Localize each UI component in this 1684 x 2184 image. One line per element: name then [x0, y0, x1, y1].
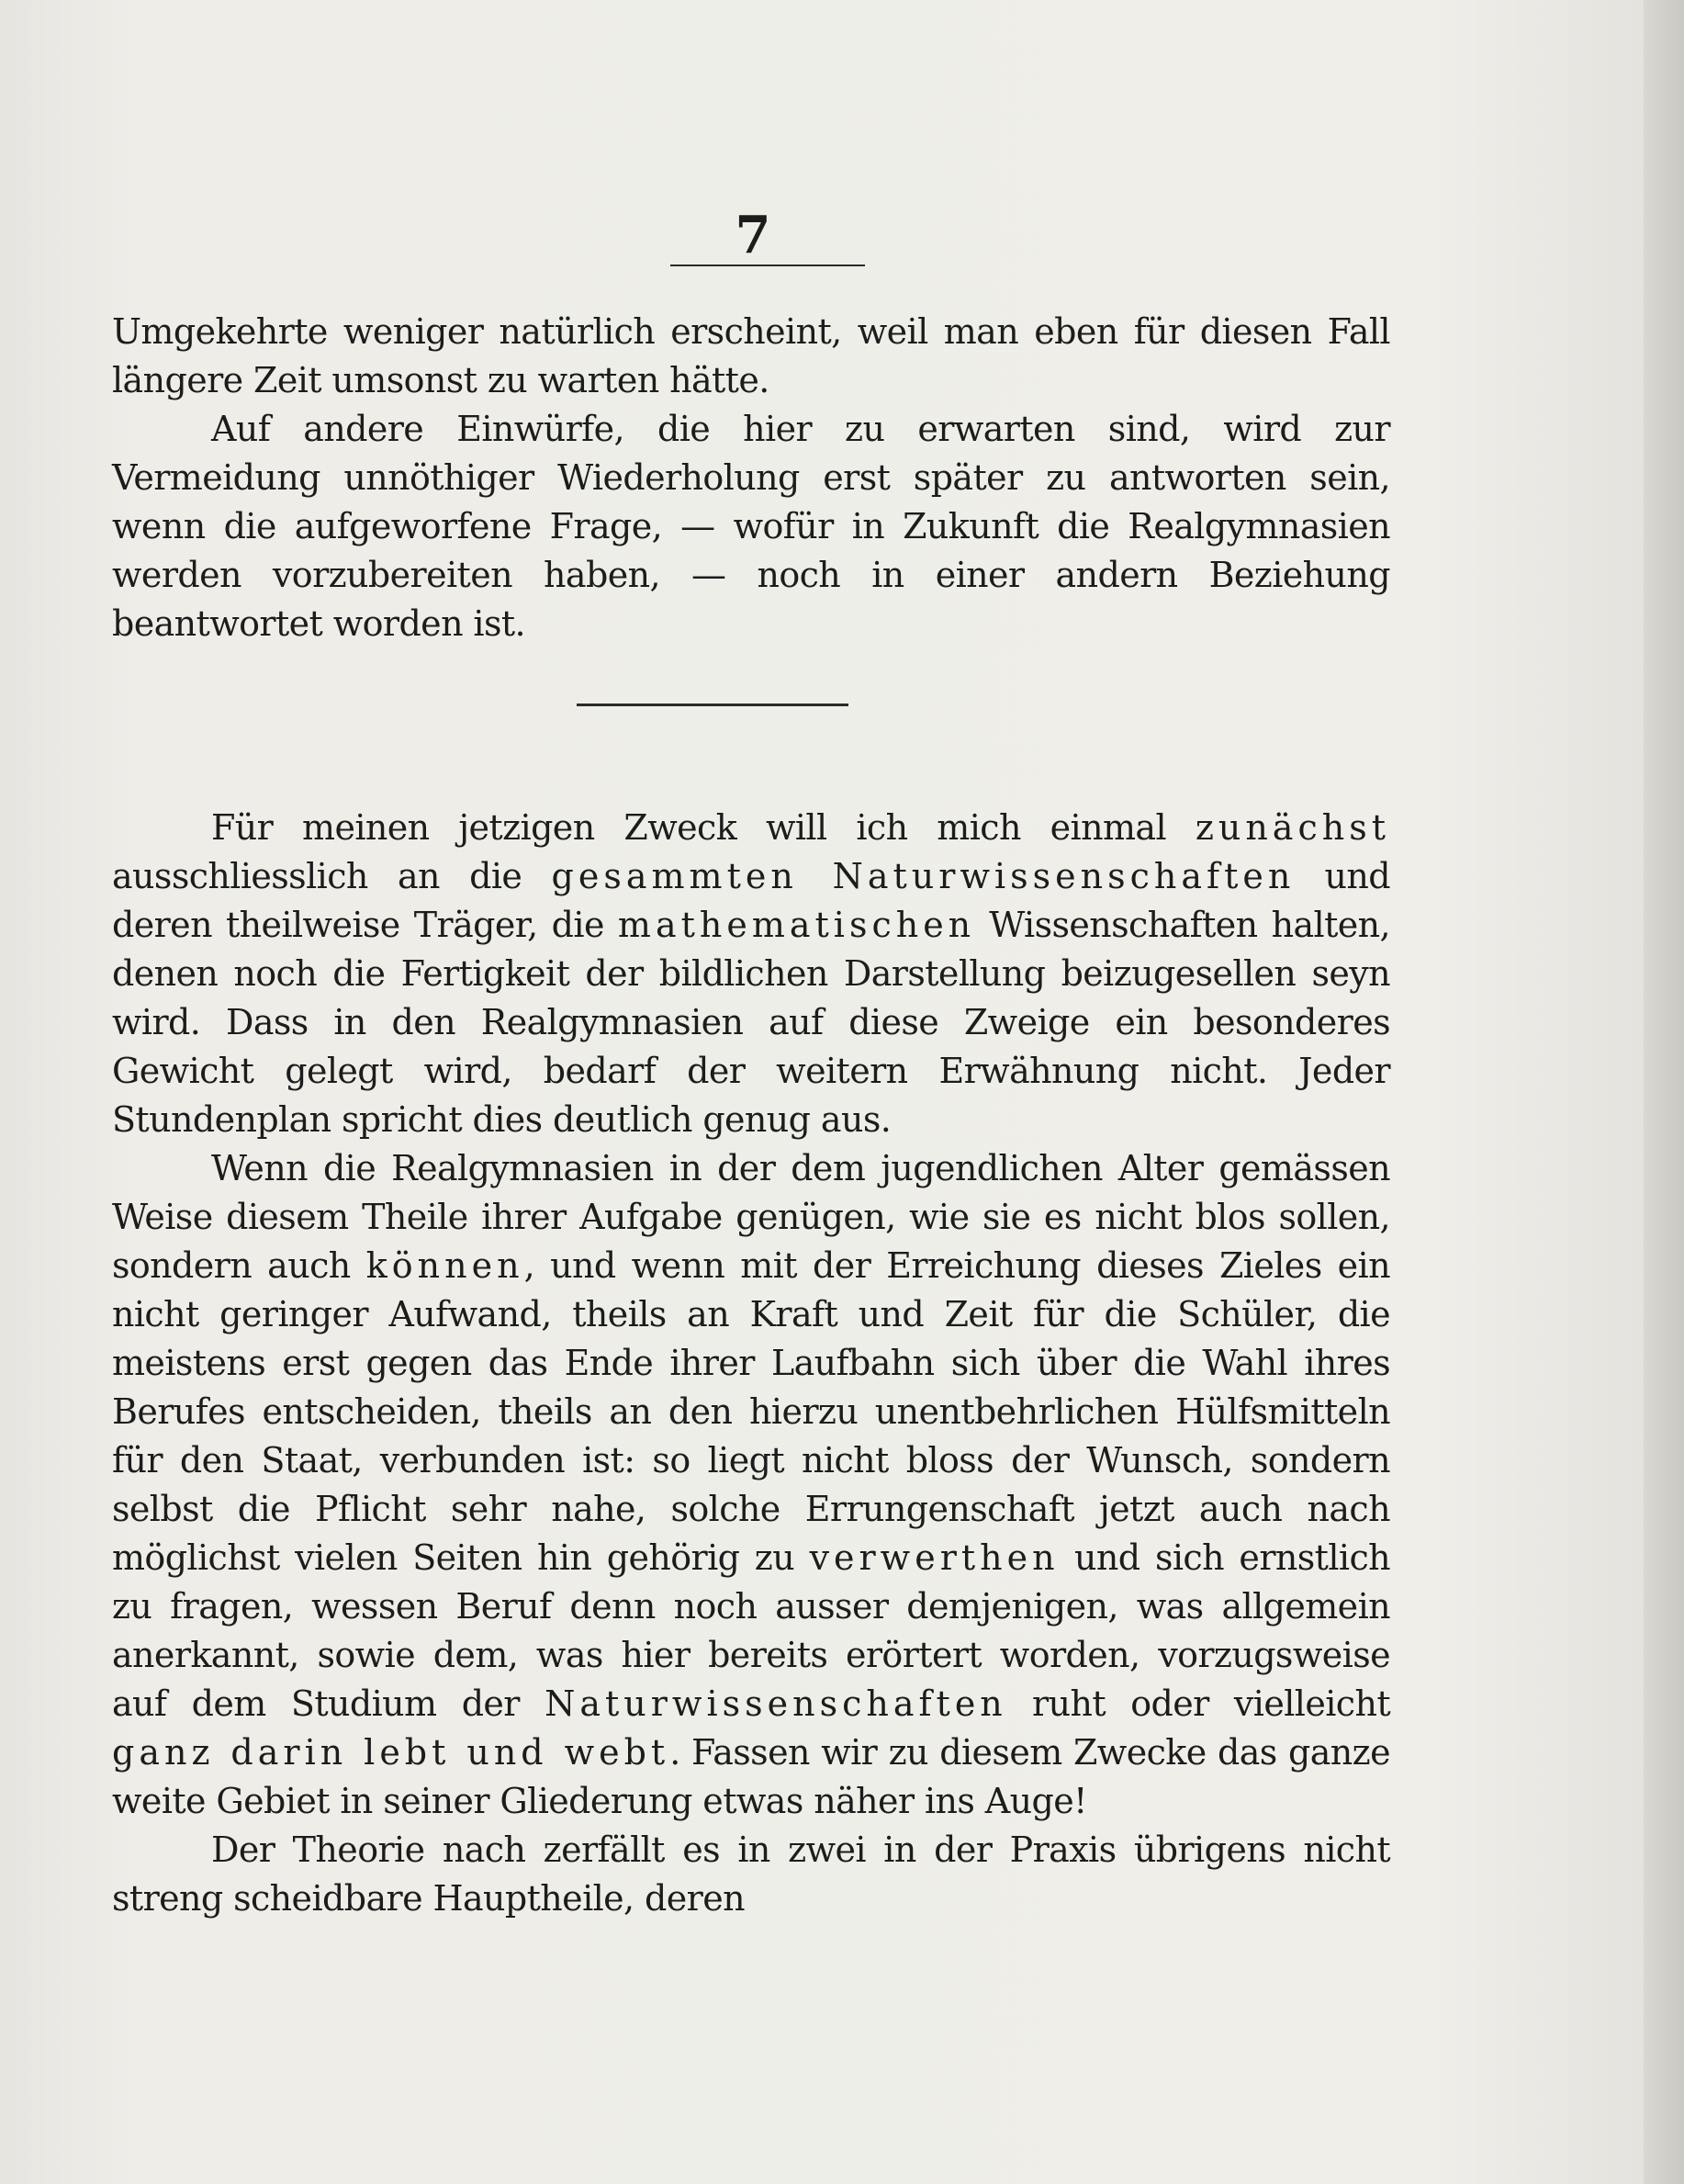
emphasis-zunaechst: zunächst [1195, 807, 1390, 848]
paragraph-5: Der Theorie nach zerfällt es in zwei in der Praxis übrigens nicht streng scheidbare Hauptheile, deren [112, 1829, 1390, 1919]
paragraph-4 [112, 1144, 1390, 1826]
paragraph-4-text-2: , und wenn mit der Erreichung dieses Zieles ein nicht geringer Aufwand, theils an Kraft und Zeit für die Schüler, die meistens erst gegen das Ende ihrer Laufbahn sich über die Wahl ihres Berufes entscheiden, theils an den hierzu unentbehrlichen Hülfsmitteln für den Staat, verbunden ist: so liegt nicht bloss der Wunsch, sondern selbst die Pflicht sehr nahe, solche Errungenschaft jetzt auch nach möglichst vielen Seiten hin gehörig zu [112, 1245, 1390, 1578]
paragraph-3-text-1: Für meinen jetzigen Zweck will ich mich einmal [211, 807, 1196, 848]
page-binding-edge [1644, 0, 1684, 2184]
paragraph-2: Auf andere Einwürfe, die hier zu erwarten sind, wird zur Vermeidung unnöthiger Wiederholung erst später zu antworten sein, wenn die aufgeworfene Frage, — wofür in Zukunft die Realgymnasien werden vorzubereiten haben, — noch in einer andern Beziehung beantwortet worden ist. [112, 409, 1390, 644]
emphasis-koennen: können [365, 1245, 524, 1286]
paragraph-4-text-3: und sich ernstlich zu fragen, wessen Beruf denn noch ausser demjenigen, was allgemein anerkannt, sowie dem, was hier bereits erörtert worden, vorzugsweise auf dem Studium der [112, 1537, 1390, 1724]
emphasis-verwerthen: verwerthen [809, 1537, 1060, 1578]
paragraph-4-text-5: . Fassen wir zu diesem Zwecke das ganze weite Gebiet in seiner Gliederung etwas näher ins Auge! [112, 1732, 1390, 1821]
header-rule [670, 265, 865, 266]
paragraph-3-text-3: und deren theilweise Träger, die [112, 856, 1390, 945]
text-block-main [112, 804, 1390, 1923]
emphasis-gesammten-naturwissenschaften: gesammten Naturwissenschaften [551, 856, 1296, 896]
paragraph-1: Umgekehrte weniger natürlich erscheint, weil man eben für diesen Fall längere Zeit umsonst zu warten hätte. [112, 311, 1390, 400]
paragraph-3-text-2: ausschliesslich an die [112, 856, 552, 896]
section-divider-rule [577, 704, 848, 706]
emphasis-ganz-darin-lebt: ganz darin lebt und webt [112, 1732, 670, 1773]
emphasis-mathematischen: mathematischen [617, 905, 976, 945]
paragraph-4-text-1: Wenn die Realgymnasien in der dem jugendlichen Alter gemässen Weise diesem Theile ihrer Aufgabe genügen, wie sie es nicht blos sollen, sondern auch [112, 1148, 1390, 1286]
text-block-top [112, 308, 1390, 648]
page-number: 7 [735, 205, 771, 265]
emphasis-naturwissenschaften: Naturwissenschaften [544, 1683, 1007, 1724]
paragraph-4-text-4: ruht oder vielleicht [1006, 1683, 1390, 1724]
paragraph-3-text-4: Wissenschaften halten, denen noch die Fertigkeit der bildlichen Darstellung beizugesellen seyn wird. Dass in den Realgymnasien auf diese Zweige ein besonderes Gewicht gelegt wird, bedarf der weitern Erwähnung nicht. Jeder Stundenplan spricht dies deutlich genug aus. [112, 905, 1391, 1140]
paragraph-3 [112, 804, 1390, 1144]
